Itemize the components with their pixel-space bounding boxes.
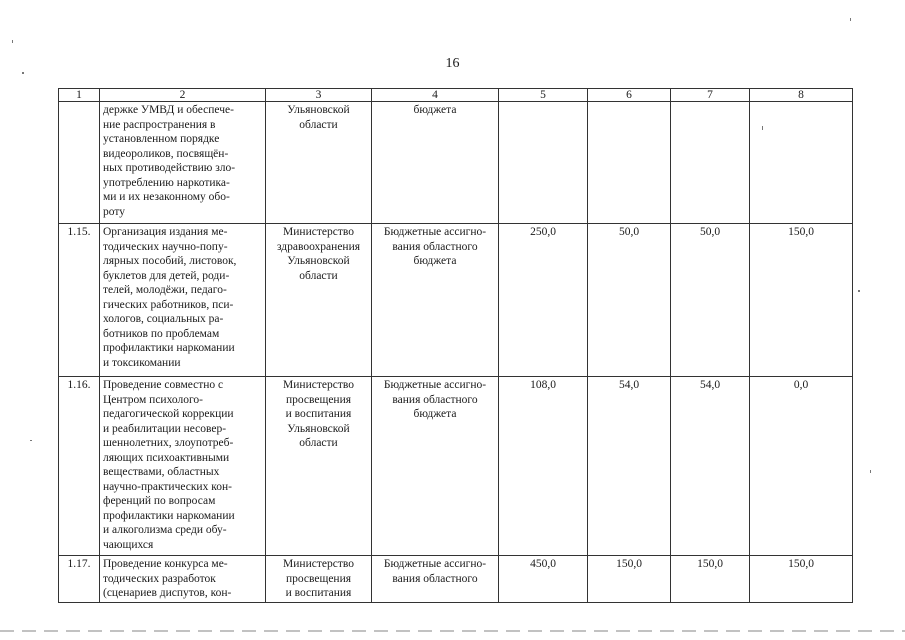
- funding-year-3: 150,0: [750, 224, 853, 377]
- scan-speck: [870, 470, 871, 473]
- executor: Министерство здравоохранения Ульяновской области: [266, 224, 372, 377]
- program-table: [58, 88, 853, 603]
- header-col-7: 7: [671, 89, 750, 102]
- executor: Ульяновской области: [266, 102, 372, 224]
- row-number: [59, 102, 100, 224]
- funding-year-1: 54,0: [588, 377, 671, 556]
- header-col-5: 5: [499, 89, 588, 102]
- scan-speck: [30, 440, 32, 441]
- funding-source: бюджета: [372, 102, 499, 224]
- header-col-3: 3: [266, 89, 372, 102]
- scan-speck: [762, 126, 763, 130]
- row-number: 1.17.: [59, 556, 100, 603]
- page-number: 16: [445, 56, 460, 71]
- scan-speck: [858, 290, 860, 292]
- executor: Министерство просвещения и воспитания: [266, 556, 372, 603]
- funding-year-2: [671, 102, 750, 224]
- measure-description: Проведение совместно с Центром психолого- педагогической коррекции и реабилитации несовер- шеннолетних, злоупотреб- ляющих психоактивными веществами, областных научно-практических кон- ференций по вопросам профилактики наркомании и алкоголизма среди обу- чающихся: [100, 377, 266, 556]
- funding-source: Бюджетные ассигно- вания областного бюджета: [372, 377, 499, 556]
- column-number-header-row: [59, 89, 853, 102]
- measure-description: Проведение конкурса ме- тодических разработок (сценариев диспутов, кон-: [100, 556, 266, 603]
- funding-year-1: [588, 102, 671, 224]
- funding-total: 450,0: [499, 556, 588, 603]
- table-row: [59, 556, 853, 603]
- funding-source: Бюджетные ассигно- вания областного бюджета: [372, 224, 499, 377]
- header-col-8: 8: [750, 89, 853, 102]
- header-col-4: 4: [372, 89, 499, 102]
- funding-year-2: 50,0: [671, 224, 750, 377]
- funding-year-3: 150,0: [750, 556, 853, 603]
- funding-total: 250,0: [499, 224, 588, 377]
- scan-speck: [12, 40, 13, 43]
- funding-source: Бюджетные ассигно- вания областного: [372, 556, 499, 603]
- scan-speck: [850, 18, 851, 21]
- table-row: [59, 377, 853, 556]
- header-col-2: 2: [100, 89, 266, 102]
- funding-year-2: 54,0: [671, 377, 750, 556]
- measure-description: Организация издания ме- тодических научно-попу- лярных пособий, листовок, буклетов для детей, роди- телей, молодёжи, педаго- гических работников, пси- хологов, социальных ра- ботников по проблемам профилактики наркомании и токсикомании: [100, 224, 266, 377]
- executor: Министерство просвещения и воспитания Ульяновской области: [266, 377, 372, 556]
- header-col-6: 6: [588, 89, 671, 102]
- measure-description: держке УМВД и обеспече- ние распространения в установленном порядке видеороликов, посвящён- ных противодействию зло- употреблению наркотика- ми и их незаконному обо- роту: [100, 102, 266, 224]
- row-number: 1.16.: [59, 377, 100, 556]
- funding-year-3: [750, 102, 853, 224]
- funding-total: 108,0: [499, 377, 588, 556]
- funding-year-3: 0,0: [750, 377, 853, 556]
- table-row: [59, 224, 853, 377]
- funding-year-1: 150,0: [588, 556, 671, 603]
- row-number: 1.15.: [59, 224, 100, 377]
- funding-year-2: 150,0: [671, 556, 750, 603]
- funding-total: [499, 102, 588, 224]
- header-col-1: 1: [59, 89, 100, 102]
- table-row: [59, 102, 853, 224]
- scan-speck: [22, 72, 24, 74]
- scan-edge-artifact: [0, 630, 905, 632]
- funding-year-1: 50,0: [588, 224, 671, 377]
